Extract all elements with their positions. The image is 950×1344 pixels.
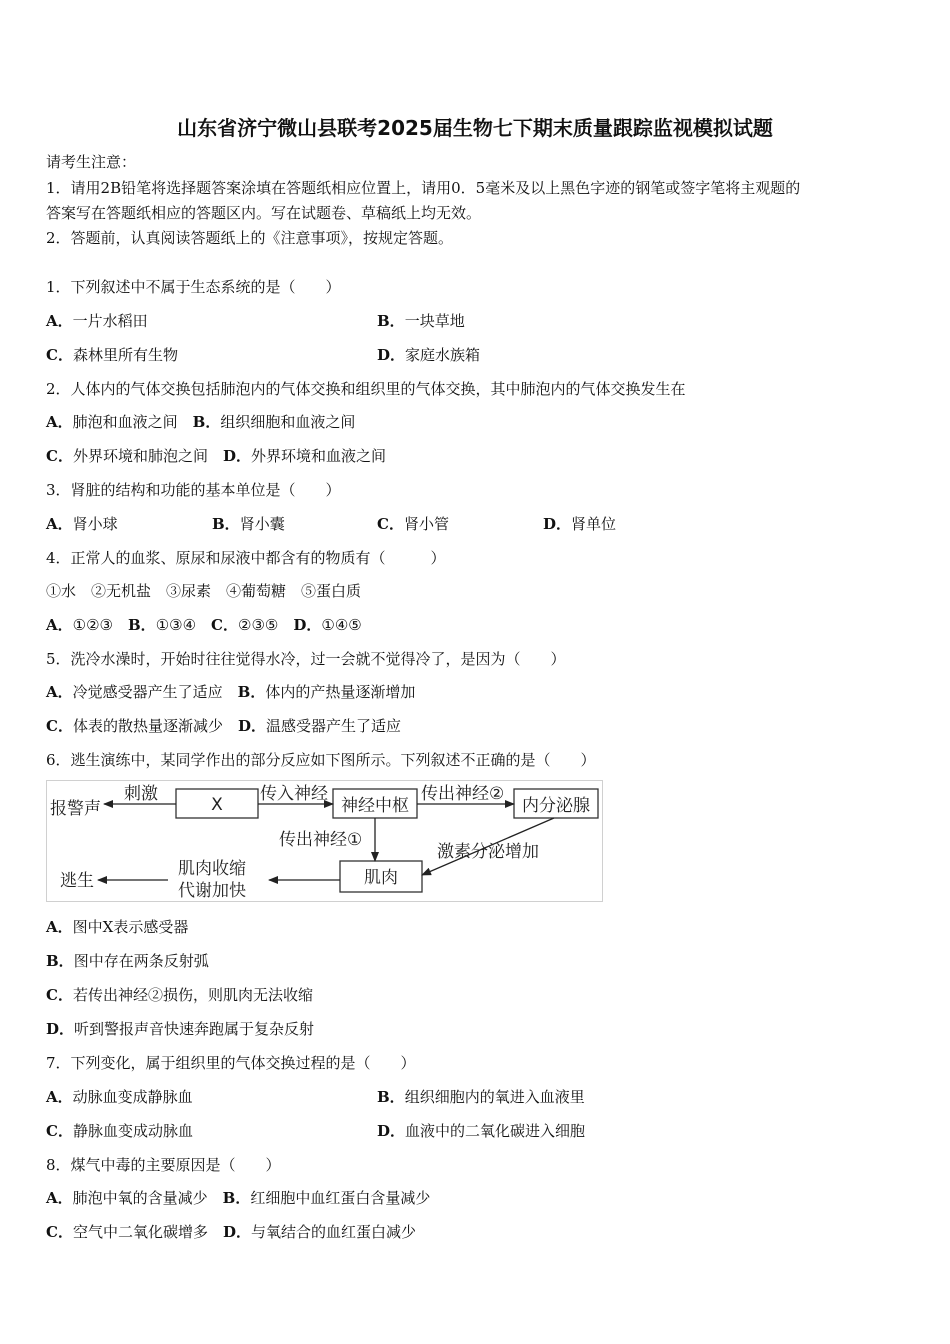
nerve-center-label: 神经中枢: [341, 796, 409, 816]
question-3-stem: 3．肾脏的结构和功能的基本单位是（ ）: [46, 481, 341, 499]
q5-options-cd: [46, 716, 401, 736]
muscle-label: 肌肉: [364, 868, 398, 888]
option-text: 静脉血变成动脉血: [72, 1122, 193, 1140]
q2-options-ab: [46, 412, 355, 432]
option-label: D．: [377, 1122, 406, 1140]
option-label: D．: [543, 515, 572, 533]
option-label: A．: [46, 515, 73, 533]
option-text: 森林里所有生物: [72, 346, 178, 364]
option-label: A．: [46, 683, 73, 701]
escape-label: 逃生: [60, 871, 94, 891]
endocrine-gland-label: 内分泌腺: [522, 796, 590, 816]
q6-option-d: [46, 1019, 314, 1039]
option-text: 肾小管: [403, 515, 449, 533]
option-text: 血液中的二氧化碳进入细胞: [405, 1122, 586, 1140]
option-text: 肾单位: [571, 515, 617, 533]
option-label: B．: [222, 1189, 251, 1207]
question-2-stem: 2．人体内的气体交换包括肺泡内的气体交换和组织里的气体交换，其中肺泡内的气体交换发生在: [46, 380, 686, 398]
q4-options: [46, 615, 362, 635]
option-text: 肾小球: [72, 515, 118, 533]
option-text: 与氧结合的血红蛋白减少: [251, 1223, 417, 1241]
option-text: 听到警报声音快速奔跑属于复杂反射: [74, 1020, 315, 1038]
option-text: ②③⑤: [238, 616, 279, 634]
option-label: B．: [128, 616, 156, 634]
contract-label-1: 肌肉收缩: [178, 859, 246, 879]
option-label: B．: [46, 952, 74, 970]
notice-item-2: 2．答题前，认真阅读答题纸上的《注意事项》，按规定答题。: [46, 229, 454, 247]
q1-option-a: [46, 311, 148, 331]
reflex-diagram: [46, 780, 604, 903]
option-label: C．: [46, 986, 73, 1004]
option-text: 图中X表示感受器: [72, 918, 189, 936]
notice-heading: 请考生注意：: [46, 153, 137, 171]
option-text: 一片水稻田: [72, 312, 148, 330]
q8-options-ab: [46, 1188, 430, 1208]
option-label: A．: [46, 1189, 73, 1207]
option-label: C．: [46, 1223, 73, 1241]
q7-option-d: [377, 1121, 585, 1141]
option-text: 动脉血变成静脉血: [72, 1088, 193, 1106]
option-label: D．: [237, 717, 266, 735]
option-label: C．: [211, 616, 238, 634]
option-text: 一块草地: [404, 312, 465, 330]
option-label: C．: [46, 346, 73, 364]
option-label: C．: [46, 447, 73, 465]
option-label: D．: [293, 616, 322, 634]
option-text: 外界环境和血液之间: [251, 447, 387, 465]
option-label: B．: [192, 413, 221, 431]
page-title: 山东省济宁微山县联考2025届生物七下期末质量跟踪监视模拟试题: [177, 116, 773, 140]
option-text: 若传出神经②损伤，则肌肉无法收缩: [72, 986, 313, 1004]
alarm-label: 报警声: [50, 799, 101, 819]
q4-items: ①水 ②无机盐 ③尿素 ④葡萄糖 ⑤蛋白质: [46, 582, 362, 600]
q3-option-a: [46, 514, 118, 534]
option-text: 组织细胞内的氧进入血液里: [404, 1088, 585, 1106]
q2-options-cd: [46, 446, 386, 466]
option-text: ①②③: [72, 616, 113, 634]
afferent-label: 传入神经: [260, 784, 328, 804]
option-label: D．: [222, 1223, 251, 1241]
option-label: A．: [46, 616, 73, 634]
option-text: 体内的产热量逐渐增加: [265, 683, 416, 701]
q1-option-d: [377, 345, 480, 365]
option-label: B．: [237, 683, 266, 701]
notice-item-1b: 答案写在答题纸相应的答题区内。写在试题卷、草稿纸上均无效。: [46, 204, 482, 222]
option-text: 外界环境和肺泡之间: [72, 447, 208, 465]
option-text: 温感受器产生了适应: [266, 717, 402, 735]
option-label: A．: [46, 918, 73, 936]
option-label: A．: [46, 1088, 73, 1106]
notice-item-1a: 1．请用2B铅笔将选择题答案涂填在答题纸相应位置上，请用0．5毫米及以上黑色字迹的钢笔或签字笔将主观题的: [46, 179, 801, 197]
option-label: B．: [377, 1088, 405, 1106]
option-text: 图中存在两条反射弧: [73, 952, 209, 970]
option-text: 家庭水族箱: [405, 346, 481, 364]
q3-option-b: [212, 514, 285, 534]
q6-option-c: [46, 985, 313, 1005]
option-label: C．: [377, 515, 404, 533]
x-label: X: [211, 795, 223, 815]
q8-options-cd: [46, 1222, 416, 1242]
q7-option-c: [46, 1121, 193, 1141]
q6-option-a: [46, 917, 188, 937]
option-text: 组织细胞和血液之间: [220, 413, 356, 431]
question-4-stem: 4．正常人的血浆、原尿和尿液中都含有的物质有（ ）: [46, 549, 446, 567]
option-text: ①④⑤: [321, 616, 362, 634]
question-5-stem: 5．洗冷水澡时，开始时往往觉得水冷，过一会就不觉得冷了，是因为（ ）: [46, 650, 566, 668]
option-text: ①③④: [155, 616, 197, 634]
option-text: 体表的散热量逐渐减少: [72, 717, 223, 735]
q5-options-ab: [46, 682, 415, 702]
option-label: A．: [46, 312, 73, 330]
hormone-label: 激素分泌增加: [437, 842, 539, 862]
efferent-1-label: 传出神经①: [279, 830, 363, 850]
q6-option-b: [46, 951, 209, 971]
option-label: A．: [46, 413, 73, 431]
option-label: D．: [46, 1020, 75, 1038]
question-1-stem: 1．下列叙述中不属于生态系统的是（ ）: [46, 278, 341, 296]
option-label: C．: [46, 1122, 73, 1140]
option-label: C．: [46, 717, 73, 735]
q3-option-c: [377, 514, 449, 534]
q7-option-b: [377, 1087, 585, 1107]
option-text: 冷觉感受器产生了适应: [72, 683, 223, 701]
q1-option-b: [377, 311, 465, 331]
option-text: 红细胞中血红蛋白含量减少: [250, 1189, 431, 1207]
option-label: B．: [377, 312, 405, 330]
option-text: 肺泡中氧的含量减少: [72, 1189, 208, 1207]
efferent-2-label: 传出神经②: [421, 784, 505, 804]
option-label: D．: [222, 447, 251, 465]
option-label: D．: [377, 346, 406, 364]
question-7-stem: 7．下列变化，属于组织里的气体交换过程的是（ ）: [46, 1054, 416, 1072]
question-6-stem: 6．逃生演练中，某同学作出的部分反应如下图所示。下列叙述不正确的是（ ）: [46, 751, 596, 769]
option-text: 空气中二氧化碳增多: [72, 1223, 208, 1241]
contract-label-2: 代谢加快: [178, 881, 246, 901]
q3-option-d: [543, 514, 616, 534]
q1-option-c: [46, 345, 178, 365]
q7-option-a: [46, 1087, 193, 1107]
option-text: 肺泡和血液之间: [72, 413, 178, 431]
option-label: B．: [212, 515, 240, 533]
question-8-stem: 8．煤气中毒的主要原因是（ ）: [46, 1156, 281, 1174]
option-text: 肾小囊: [239, 515, 285, 533]
stimulus-label: 刺激: [124, 784, 158, 804]
